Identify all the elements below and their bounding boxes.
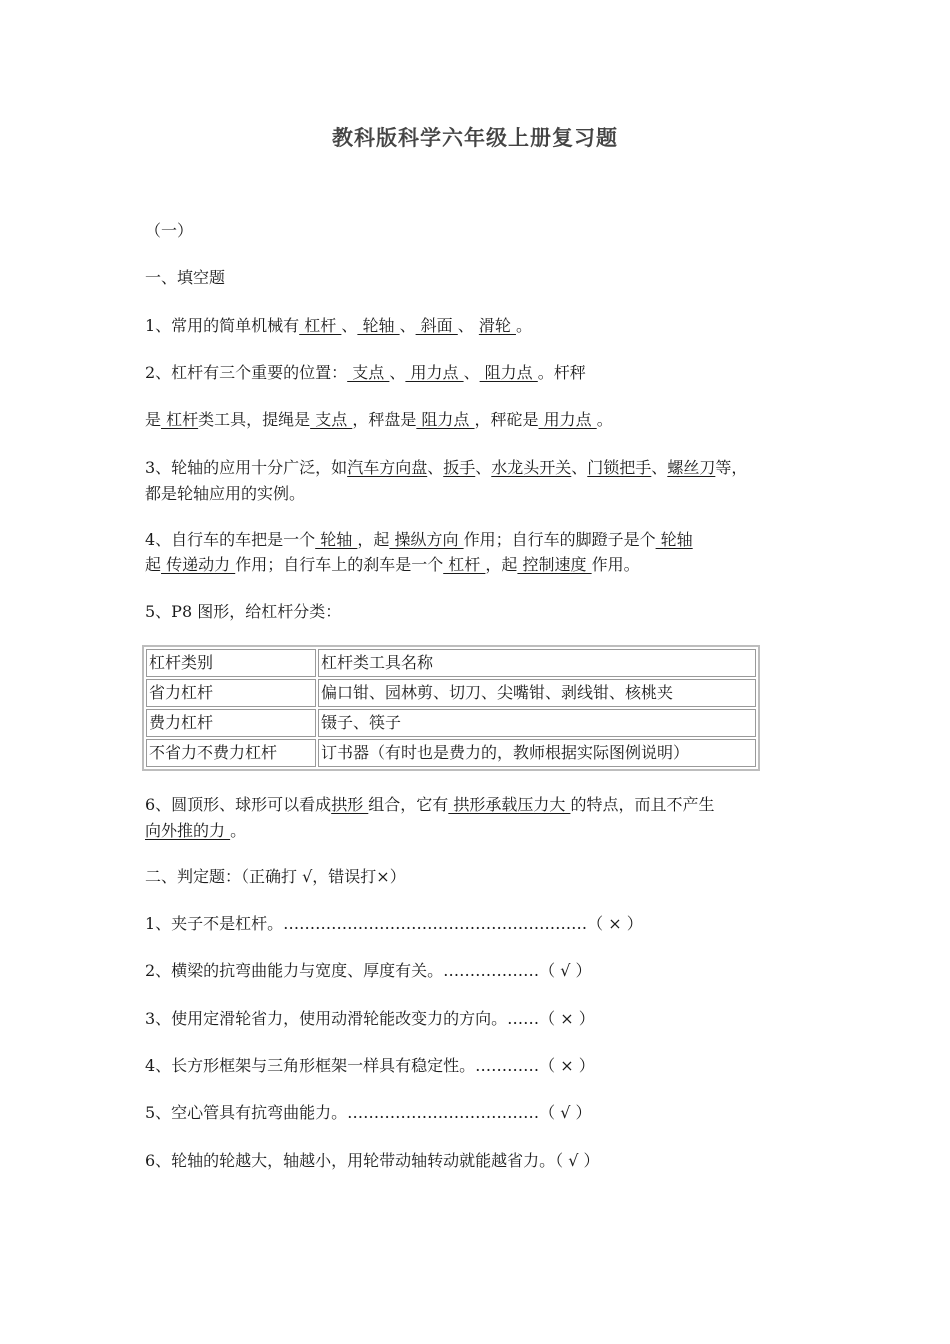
answer-blank: 水龙头开关 [491, 458, 572, 477]
separator: 、 [651, 458, 668, 477]
table-cell: 订书器（有时也是费力的，教师根据实际图例说明） [318, 739, 756, 767]
separator: 。 [230, 821, 247, 840]
document-title: 教科版科学六年级上册复习题 [332, 125, 618, 150]
answer-blank: 轮轴 [315, 530, 358, 549]
section-heading-fill-blank: 一、填空题 [145, 268, 226, 287]
answer-blank: 滑轮 [478, 316, 516, 335]
question-text: 等， [715, 458, 748, 477]
question-6-line-2 [145, 818, 246, 844]
question-text: ，起 [357, 530, 390, 549]
question-text: 作用。 [591, 555, 640, 574]
table-row [146, 739, 756, 767]
separator: 、 [463, 363, 480, 382]
part-label: （一） [145, 221, 194, 240]
separator: 、 [341, 316, 358, 335]
table-cell: 费力杠杆 [146, 709, 316, 737]
table-row [146, 709, 756, 737]
answer-blank: 门锁把手 [587, 458, 652, 477]
judge-item: 3、使用定滑轮省力，使用动滑轮能改变力的方向。……（ × ） [145, 1009, 595, 1028]
table-header-cell: 杠杆类工具名称 [318, 649, 756, 677]
separator: 。 [515, 316, 532, 335]
section-heading-true-false: 二、判定题：（正确打 √，错误打×） [145, 867, 406, 886]
question-text: 是 [145, 410, 162, 429]
question-1 [145, 313, 532, 339]
question-5: 5、P8 图形，给杠杆分类： [145, 602, 342, 621]
answer-blank: 支点 [347, 363, 390, 382]
question-text: 1、常用的简单机械有 [145, 316, 300, 335]
table-cell: 不省力不费力杠杆 [146, 739, 316, 767]
answer-blank: 轮轴 [357, 316, 400, 335]
table-cell: 偏口钳、园林剪、切刀、尖嘴钳、剥线钳、核桃夹 [318, 679, 756, 707]
judge-item: 6、轮轴的轮越大，轴越小，用轮带动轴转动就能越省力。（ √ ） [145, 1151, 600, 1170]
answer-blank: 用力点 [405, 363, 464, 382]
answer-blank: 斜面 [415, 316, 458, 335]
judge-item: 1、夹子不是杠杆。…………………………………………………（ × ） [145, 914, 643, 933]
question-text: 。杆秤 [537, 363, 586, 382]
question-text: 的特点，而且不产生 [570, 795, 715, 814]
question-text: 起 [145, 555, 162, 574]
answer-blank: 传递动力 [161, 555, 236, 574]
question-4-line-2 [145, 552, 640, 578]
question-text: 作用；自行车的脚蹬子是个 [463, 530, 656, 549]
separator: 、 [427, 458, 444, 477]
question-text: 类工具，提绳是 [198, 410, 311, 429]
answer-blank: 支点 [310, 410, 353, 429]
question-text: 3、轮轴的应用十分广泛，如 [145, 458, 348, 477]
judge-item: 4、长方形框架与三角形框架一样具有稳定性。…………（ × ） [145, 1056, 595, 1075]
lever-classification-table [142, 645, 760, 771]
separator: 、 [399, 316, 416, 335]
table-row [146, 679, 756, 707]
answer-blank: 用力点 [538, 410, 597, 429]
table-cell: 省力杠杆 [146, 679, 316, 707]
judge-item: 5、空心管具有抗弯曲能力。………………………………（ √ ） [145, 1103, 592, 1122]
judge-item: 2、横梁的抗弯曲能力与宽度、厚度有关。………………（ √ ） [145, 961, 592, 980]
answer-blank: 拱形 [331, 795, 369, 814]
answer-blank: 操纵方向 [389, 530, 464, 549]
answer-blank: 扳手 [443, 458, 476, 477]
question-2-line-2 [145, 407, 613, 433]
answer-blank: 轮轴 [655, 530, 693, 549]
question-text: 组合，它有 [368, 795, 449, 814]
separator: 、 [457, 316, 479, 335]
answer-blank: 汽车方向盘 [347, 458, 428, 477]
separator: 、 [571, 458, 588, 477]
answer-blank: 杠杆 [443, 555, 486, 574]
question-text: ，起 [485, 555, 518, 574]
answer-blank: 杠杆 [161, 410, 199, 429]
answer-blank: 阻力点 [479, 363, 538, 382]
question-text: ，秤盘是 [352, 410, 417, 429]
answer-blank: 杠杆 [299, 316, 342, 335]
question-3-line-2: 都是轮轴应用的实例。 [145, 484, 306, 503]
question-text: ，秤砣是 [474, 410, 539, 429]
table-cell: 镊子、筷子 [318, 709, 756, 737]
question-text: 2、杠杆有三个重要的位置： [145, 363, 348, 382]
question-2-line-1 [145, 360, 586, 386]
answer-blank: 螺丝刀 [667, 458, 716, 477]
answer-blank: 控制速度 [517, 555, 592, 574]
answer-blank: 拱形承载压力大 [448, 795, 571, 814]
table-header-row [146, 649, 756, 677]
question-3-line-1 [145, 455, 747, 481]
separator: 、 [389, 363, 406, 382]
separator: 、 [475, 458, 492, 477]
question-text: 6、圆顶形、球形可以看成 [145, 795, 332, 814]
question-text: 4、自行车的车把是一个 [145, 530, 316, 549]
question-4-line-1 [145, 527, 693, 553]
separator: 。 [596, 410, 613, 429]
question-6-line-1 [145, 792, 715, 818]
answer-blank: 阻力点 [416, 410, 475, 429]
answer-blank: 向外推的力 [145, 821, 231, 840]
table-header-cell: 杠杆类别 [146, 649, 316, 677]
question-text: 作用；自行车上的刹车是一个 [235, 555, 444, 574]
